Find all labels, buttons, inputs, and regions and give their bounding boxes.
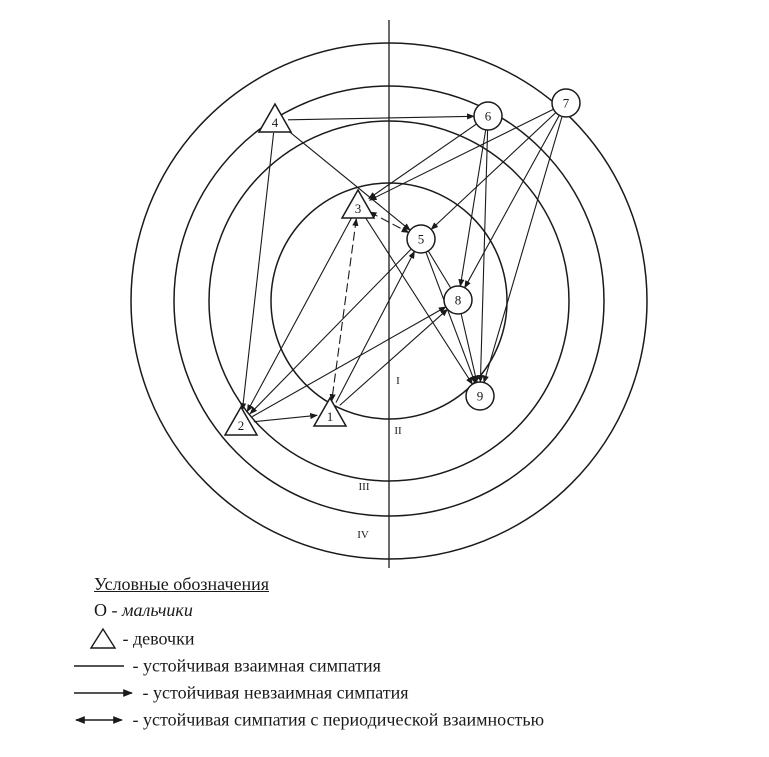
edge-1-5 <box>336 251 415 402</box>
node-label: 1 <box>326 409 334 424</box>
edge-5-8 <box>428 251 450 288</box>
node-label: 2 <box>237 418 245 433</box>
girl-node-1 <box>314 398 346 426</box>
edge-2-1 <box>254 415 317 421</box>
zone-label-III: III <box>358 481 370 493</box>
solid-line-icon <box>70 653 128 679</box>
legend-boys-text: - мальчики <box>111 600 193 620</box>
triangle-icon <box>88 626 118 652</box>
edge-4-2 <box>242 133 273 410</box>
edge-7-3 <box>370 109 554 200</box>
node-label: 9 <box>476 388 484 404</box>
legend-mutual-text: - устойчивая взаимная симпатия <box>132 655 381 676</box>
zone-label-II: II <box>394 425 402 437</box>
girl-node-3 <box>342 190 374 218</box>
node-label: 7 <box>562 95 570 111</box>
edge-3-2 <box>247 217 352 411</box>
boy-node-5 <box>407 225 435 253</box>
girl-node-4 <box>259 104 291 132</box>
arrow-right-icon <box>70 680 138 706</box>
legend-girls <box>88 626 194 652</box>
legend-mutual <box>70 653 381 679</box>
boy-node-7 <box>552 89 580 117</box>
zone-label-I: I <box>396 375 400 387</box>
boy-node-6 <box>474 102 502 130</box>
edge-5-9 <box>426 252 475 383</box>
edge-7-8 <box>465 115 560 287</box>
double-arrow-icon <box>70 707 128 733</box>
zone-label-IV: IV <box>357 529 369 541</box>
node-label: 3 <box>354 201 362 216</box>
legend-one-way <box>70 680 409 706</box>
node-label: 4 <box>271 115 279 130</box>
legend-girls-text: - девочки <box>122 628 195 649</box>
edge-7-5 <box>431 113 556 230</box>
node-label: 5 <box>417 231 425 247</box>
boy-node-8 <box>444 286 472 314</box>
legend-one-way-text: - устойчивая невзаимная симпатия <box>142 682 409 703</box>
edge-2-8 <box>252 307 445 417</box>
node-label: 8 <box>454 292 462 308</box>
edge-3-1 <box>332 219 357 401</box>
legend-periodic <box>70 707 544 733</box>
legend-boys <box>94 600 193 626</box>
legend-title: Условные обозначения <box>94 574 270 594</box>
edge-8-9 <box>461 314 477 383</box>
edges <box>242 109 562 422</box>
legend-periodic-text: - устойчивая симпатия с периодической взаимностью <box>132 709 545 730</box>
node-label: 6 <box>484 108 492 124</box>
circle-symbol: О <box>94 600 107 620</box>
edge-4-6 <box>288 116 474 120</box>
boy-node-9 <box>466 382 494 410</box>
